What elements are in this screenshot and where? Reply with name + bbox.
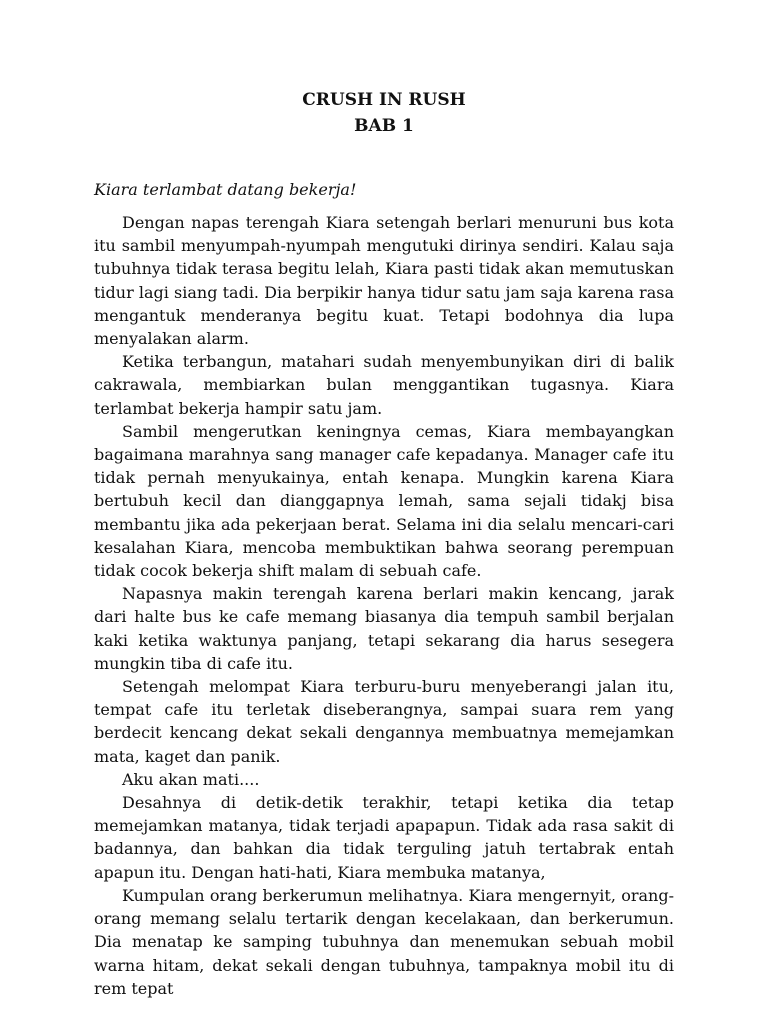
paragraph: Aku akan mati.... [122, 769, 260, 789]
chapter-heading: BAB 1 [354, 116, 414, 136]
lead-sentence: Kiara terlambat datang bekerja! [94, 180, 357, 199]
book-title: CRUSH IN RUSH [302, 90, 466, 110]
paragraph: Setengah melompat Kiara terburu-buru menyeberangi jalan itu, tempat cafe itu terletak diseberangnya, sampai suara rem yang berdecit kencang dekat sekali dengannya membuatnya memejamkan mata, kaget dan panik. [94, 677, 674, 766]
paragraph: Ketika terbangun, matahari sudah menyembunyikan diri di balik cakrawala, membiarkan bulan menggantikan tugasnya. Kiara terlambat bekerja hampir satu jam. [94, 352, 674, 418]
paragraph: Sambil mengerutkan keningnya cemas, Kiara membayangkan bagaimana marahnya sang manager cafe kepadanya. Manager cafe itu tidak pernah menyukainya, entah kenapa. Mungkin karena Kiara bertubuh kecil dan dianggapnya lemah, sama sejali tidakj bisa membantu jika ada pekerjaan berat. Selama ini dia selalu mencari-cari kesalahan Kiara, mencoba membuktikan bahwa seorang perempuan tidak cocok bekerja shift malam di sebuah cafe. [94, 421, 674, 581]
paragraph: Napasnya makin terengah karena berlari makin kencang, jarak dari halte bus ke cafe memang biasanya dia tempuh sambil berjalan kaki ketika waktunya panjang, tetapi sekarang dia harus sesegera mungkin tiba di cafe itu. [94, 584, 674, 673]
paragraph: Kumpulan orang berkerumun melihatnya. Kiara mengernyit, orang-orang memang selalu tertarik dengan kecelakaan, dan berkerumun. Dia menatap ke samping tubuhnya dan menemukan sebuah mobil warna hitam, dekat sekali dengan tubuhnya, tampaknya mobil itu di rem tepat [94, 885, 674, 998]
paragraph: Desahnya di detik-detik terakhir, tetapi ketika dia tetap memejamkan matanya, tidak terjadi apapapun. Tidak ada rasa sakit di badannya, dan bahkan dia tidak terguling jatuh tertabrak entah apapun itu. Dengan hati-hati, Kiara membuka matanya, [94, 793, 674, 882]
body-text [94, 211, 674, 1000]
paragraph: Dengan napas terengah Kiara setengah berlari menuruni bus kota itu sambil menyumpah-nyumpah mengutuki dirinya sendiri. Kalau saja tubuhnya tidak terasa begitu lelah, Kiara pasti tidak akan memutuskan tidur lagi siang tadi. Dia berpikir hanya tidur satu jam saja karena rasa mengantuk menderanya begitu kuat. Tetapi bodohnya dia lupa menyalakan alarm. [94, 213, 674, 349]
